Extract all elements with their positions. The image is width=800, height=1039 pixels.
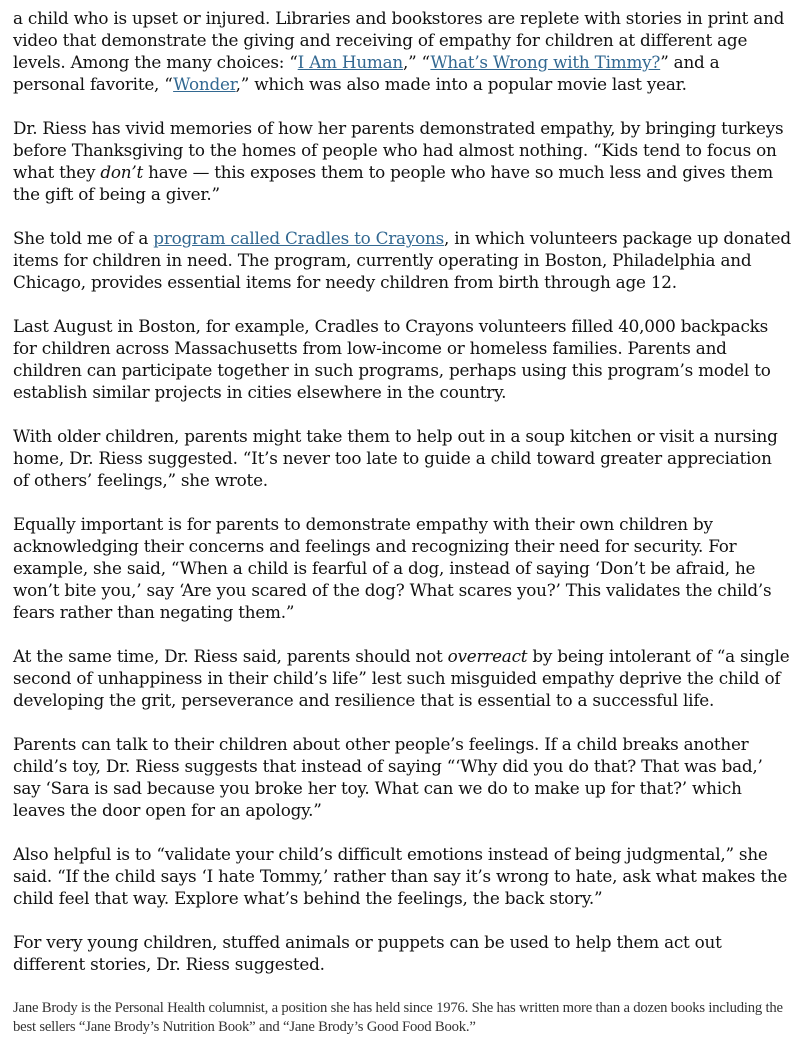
paragraph-validate-emotions: Also helpful is to “validate your child’s difficult emotions instead of being judgmental,” she said. “If the child says ‘I hate Tommy,’ rather than say it’s wrong to hate, ask what makes the child feel that way. Explore what’s behind the feelings, the back story.” — [13, 844, 788, 909]
paragraph-children-books — [13, 8, 792, 96]
paragraph-text: She told me of a — [13, 228, 154, 249]
paragraph-other-feelings: Parents can talk to their children about other people’s feelings. If a child breaks another child’s toy, Dr. Riess suggests that instead of saying “‘Why did you do that? That was bad,’ say ‘Sara is sad because you broke her toy. What can we do to make up for that?’ which leaves the door open for an apology.” — [13, 734, 763, 821]
paragraph-text: ,” “ — [402, 51, 431, 72]
paragraph-text: At the same time, Dr. Riess said, parents should not — [13, 646, 448, 667]
link-whats-wrong-with-timmy[interactable]: What’s Wrong with Timmy? — [430, 51, 661, 72]
paragraph-puppets: For very young children, stuffed animals or puppets can be used to help them act out different stories, Dr. Riess suggested. — [13, 932, 722, 975]
author-bio: Jane Brody is the Personal Health columnist, a position she has held since 1976. She has written more than a dozen books including the best sellers “Jane Brody’s Nutrition Book” and “Jane Brody’s Good Food Book.” — [13, 999, 783, 1036]
paragraph-parents-turkeys — [13, 118, 792, 206]
emphasis-text: overreact — [447, 646, 528, 667]
paragraph-text: , in which volunteers package up donated items for children in need. The program, currently operating in Boston, Philadelphia and Chicago, provides essential items for needy children from birth through age 12. — [13, 228, 791, 292]
paragraph-text: a child who is upset or injured. Libraries and bookstores are replete with stories in print and video that demonstrate the giving and receiving of empathy for children at different age levels. Among the many choices: “ — [13, 8, 785, 72]
emphasis-text: don’t — [100, 161, 143, 182]
paragraph-parent-empathy: Equally important is for parents to demonstrate empathy with their own children by acknowledging their concerns and feelings and recognizing their need for security. For example, she said, “When a child is fearful of a dog, instead of saying ‘Don’t be afraid, he won’t bite you,’ say ‘Are you scared of the dog? What scares you?’ This validates the child’s fears rather than negating them.” — [13, 514, 772, 622]
paragraph-text: have — this exposes them to people who have so much less and gives them the gift of being a giver.” — [13, 161, 773, 204]
paragraph-text: ,” which was also made into a popular movie last year. — [235, 73, 687, 94]
paragraph-text: by being intolerant of “a single second of unhappiness in their child’s life” lest such misguided empathy deprive the child of developing the grit, perseverance and resilience that is essential to a successful life. — [13, 646, 790, 710]
paragraph-cradles-to-crayons — [13, 228, 792, 294]
paragraph-text: Dr. Riess has vivid memories of how her parents demonstrated empathy, by bringing turkeys before Thanksgiving to the homes of people who had almost nothing. “Kids tend to focus on what they — [13, 118, 784, 182]
paragraph-overreact — [13, 646, 792, 712]
link-cradles-to-crayons[interactable]: program called Cradles to Crayons — [153, 228, 444, 249]
paragraph-text: ” and a personal favorite, “ — [13, 51, 720, 94]
paragraph-boston-backpacks: Last August in Boston, for example, Cradles to Crayons volunteers filled 40,000 backpacks for children across Massachusetts from low-income or homeless families. Parents and children can participate together in such programs, perhaps using this program’s model to establish similar projects in cities elsewhere in the country. — [13, 316, 771, 402]
paragraph-older-children: With older children, parents might take them to help out in a soup kitchen or visit a nursing home, Dr. Riess suggested. “It’s never too late to guide a child toward greater appreciation of others’ feelings,” she wrote. — [13, 426, 778, 490]
link-wonder[interactable]: Wonder — [173, 73, 236, 94]
link-i-am-human[interactable]: I Am Human — [297, 51, 403, 72]
